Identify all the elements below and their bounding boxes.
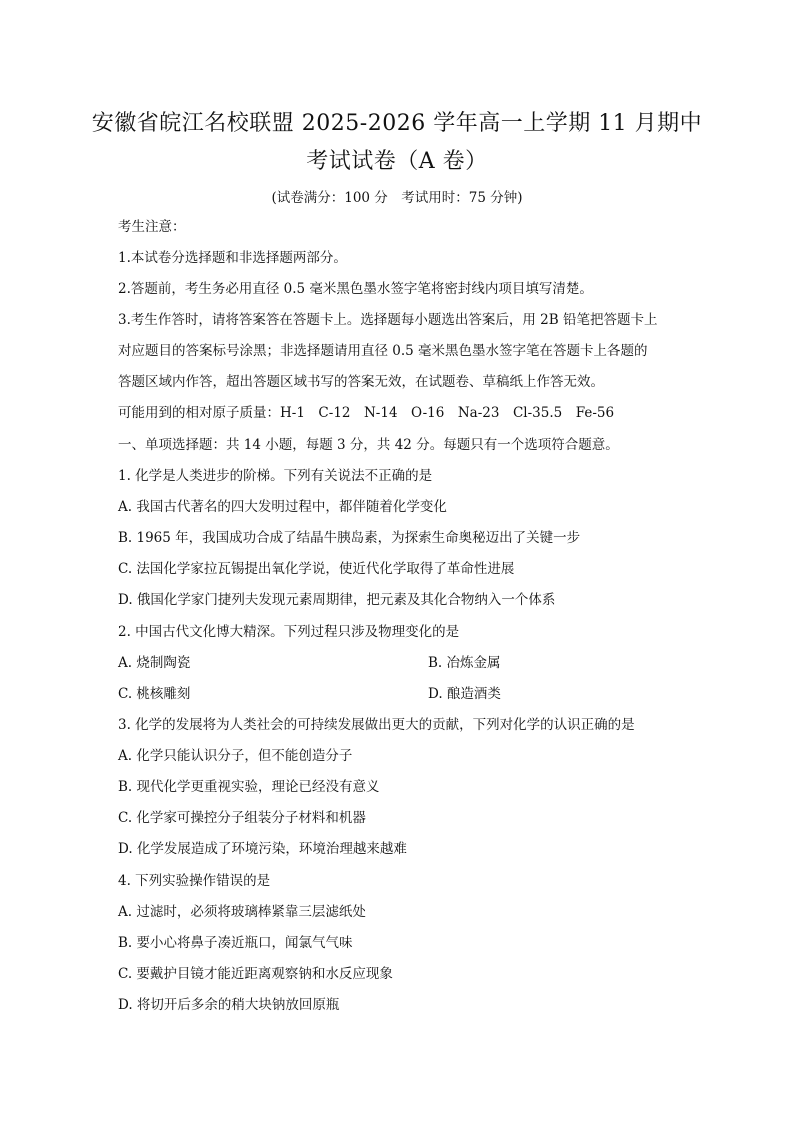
- question-3-option-a: A. 化学只能认识分子，但不能创造分子: [118, 748, 353, 764]
- question-3-option-c: C. 化学家可操控分子组装分子材料和机器: [118, 810, 366, 826]
- question-2-options-row-1: [118, 654, 688, 672]
- notice-item: 答题区域内作答，超出答题区域书写的答案无效，在试题卷、草稿纸上作答无效。: [118, 374, 604, 390]
- question-3-stem: 3. 化学的发展将为人类社会的可持续发展做出更大的贡献，下列对化学的认识正确的是: [118, 717, 635, 733]
- notice-item: 1.本试卷分选择题和非选择题两部分。: [118, 250, 347, 266]
- question-1-stem: 1. 化学是人类进步的阶梯。下列有关说法不正确的是: [118, 468, 433, 484]
- question-2-options-row-2: [118, 685, 688, 703]
- question-4-option-c: C. 要戴护目镜才能近距离观察钠和水反应现象: [118, 966, 393, 982]
- question-2-stem: 2. 中国古代文化博大精深。下列过程只涉及物理变化的是: [118, 624, 460, 640]
- question-1-option-b: B. 1965 年，我国成功合成了结晶牛胰岛素，为探索生命奥秘迈出了关键一步: [118, 530, 581, 546]
- question-4-option-a: A. 过滤时，必须将玻璃棒紧靠三层滤纸处: [118, 904, 366, 920]
- question-1-option-a: A. 我国古代著名的四大发明过程中，都伴随着化学变化: [118, 499, 447, 515]
- section-heading: 一、单项选择题：共 14 小题，每题 3 分，共 42 分。每题只有一个选项符合题意。: [118, 437, 619, 453]
- exam-title-line-2: 考试试卷（A 卷）: [306, 149, 488, 174]
- question-2-option-c: C. 桃核雕刻: [118, 686, 191, 702]
- question-2-option-d: D. 酿造酒类: [428, 686, 501, 702]
- question-3-option-b: B. 现代化学更重视实验，理论已经没有意义: [118, 779, 380, 795]
- exam-title-line-1: 安徽省皖江名校联盟 2025-2026 学年高一上学期 11 月期中: [91, 111, 703, 136]
- question-4-option-d: D. 将切开后多余的稍大块钠放回原瓶: [118, 997, 340, 1013]
- question-3-option-d: D. 化学发展造成了环境污染，环境治理越来越难: [118, 841, 407, 857]
- notice-item: 2.答题前，考生务必用直径 0.5 毫米黑色墨水签字笔将密封线内项目填写清楚。: [118, 281, 593, 297]
- question-1-option-d: D. 俄国化学家门捷列夫发现元素周期律，把元素及其化合物纳入一个体系: [118, 592, 556, 608]
- question-4-stem: 4. 下列实验操作错误的是: [118, 873, 271, 889]
- question-2-option-a: A. 烧制陶瓷: [118, 655, 191, 671]
- notice-heading: 考生注意：: [118, 219, 186, 235]
- notice-item: 对应题目的答案标号涂黑；非选择题请用直径 0.5 毫米黑色墨水签字笔在答题卡上各题的: [118, 343, 648, 359]
- question-4-option-b: B. 要小心将鼻子凑近瓶口，闻氯气气味: [118, 935, 353, 951]
- question-2-option-b: B. 冶炼金属: [428, 655, 501, 671]
- notice-item: 3.考生作答时，请将答案答在答题卡上。选择题每小题选出答案后，用 2B 铅笔把答题卡上: [118, 312, 658, 328]
- atomic-mass-line: 可能用到的相对原子质量：H-1 C-12 N-14 O-16 Na-23 Cl-35.5 Fe-56: [118, 405, 615, 421]
- question-1-option-c: C. 法国化学家拉瓦锡提出氧化学说，使近代化学取得了革命性进展: [118, 561, 515, 577]
- exam-subtitle: (试卷满分：100 分 考试用时：75 分钟): [271, 190, 523, 206]
